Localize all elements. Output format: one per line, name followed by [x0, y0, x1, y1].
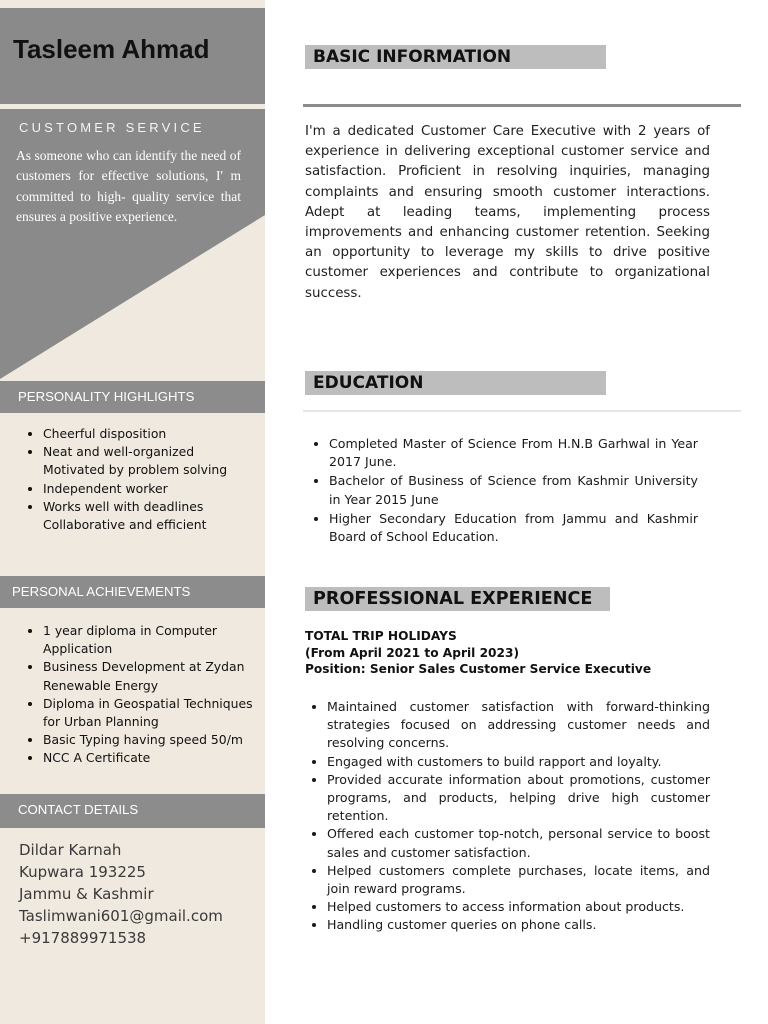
- list-item: • Maintained customer satisfaction with forward-thinking strategies focused on addressing customer needs and resolving concerns.: [327, 698, 710, 753]
- role-title: CUSTOMER SERVICE: [19, 120, 205, 135]
- role-summary: As someone who can identify the need of customers for effective solutions, I' m committed to high- quality service that ensures a positive experience.: [16, 148, 241, 224]
- candidate-name: Tasleem Ahmad: [13, 34, 210, 64]
- basic-info-title-text: BASIC INFORMATION: [313, 47, 512, 67]
- list-item: • Handling customer queries on phone calls.: [327, 916, 710, 934]
- list-item: • Helped customers to access information about products.: [327, 898, 710, 916]
- contact-details: [19, 839, 223, 949]
- role-panel: [0, 109, 265, 379]
- personality-list: [21, 425, 253, 534]
- education-title-text: EDUCATION: [313, 373, 424, 393]
- experience-title: [305, 587, 610, 611]
- personality-header: [0, 381, 265, 413]
- list-item: • Completed Master of Science From H.N.B Garhwal in Year 2017 June.: [329, 435, 698, 471]
- list-item: • 1 year diploma in Computer Application: [43, 622, 253, 658]
- section-divider: [303, 104, 741, 107]
- section-divider: [303, 410, 741, 412]
- contact-city-line: Kupwara 193225: [19, 863, 146, 881]
- job-period: (From April 2021 to April 2023): [305, 645, 520, 660]
- list-item: • Works well with deadlines Collaborative and efficient: [43, 498, 253, 534]
- achievements-header: [0, 576, 265, 608]
- achievements-title: PERSONAL ACHIEVEMENTS: [12, 584, 191, 599]
- job-header: [305, 628, 651, 678]
- list-item: • Helped customers complete purchases, locate items, and join reward programs.: [327, 862, 710, 898]
- contact-address-line: Dildar Karnah: [19, 841, 122, 859]
- contact-header: [0, 794, 265, 828]
- education-list: [307, 435, 698, 547]
- contact-state-line: Jammu & Kashmir: [19, 885, 154, 903]
- list-item: • Basic Typing having speed 50/m: [43, 731, 253, 749]
- list-item: • Bachelor of Business of Science from Kashmir University in Year 2015 June: [329, 472, 698, 508]
- experience-title-text: PROFESSIONAL EXPERIENCE: [313, 589, 593, 609]
- list-item: • Cheerful disposition: [43, 425, 253, 443]
- personality-title: PERSONALITY HIGHLIGHTS: [18, 389, 195, 404]
- basic-info-text: I'm a dedicated Customer Care Executive with 2 years of experience in delivering exceptional customer service and satisfaction. Proficient in resolving inquiries, managing complaints and ensuring smooth customer interactions. Adept at leading teams, implementing process improvements and enhancing customer retention. Seeking an opportunity to leverage my skills to drive positive customer experiences and contribute to organizational success.: [305, 124, 710, 301]
- list-item: • Independent worker: [43, 480, 253, 498]
- contact-title: CONTACT DETAILS: [18, 802, 139, 817]
- list-item: • Offered each customer top-notch, personal service to boost sales and customer satisfaction.: [327, 825, 710, 861]
- achievements-list: [21, 622, 253, 768]
- list-item: • Engaged with customers to build rapport and loyalty.: [327, 753, 710, 771]
- education-title: [305, 371, 606, 395]
- list-item: • Business Development at Zydan Renewable Energy: [43, 658, 253, 694]
- sidebar: [0, 0, 265, 1024]
- contact-phone: +917889971538: [19, 929, 147, 947]
- job-position: Position: Senior Sales Customer Service Executive: [305, 662, 652, 676]
- list-item: • Neat and well-organized Motivated by problem solving: [43, 443, 253, 479]
- list-item: • Provided accurate information about promotions, customer programs, and products, helping drive high customer retention.: [327, 771, 710, 826]
- list-item: • Higher Secondary Education from Jammu and Kashmir Board of School Education.: [329, 510, 698, 546]
- list-item: • Diploma in Geospatial Techniques for Urban Planning: [43, 695, 253, 731]
- list-item: • NCC A Certificate: [43, 749, 253, 767]
- basic-info-title: [305, 45, 606, 69]
- company-name: TOTAL TRIP HOLIDAYS: [305, 629, 457, 643]
- experience-list: [305, 698, 710, 935]
- name-banner: [0, 8, 265, 104]
- contact-email: Taslimwani601@gmail.com: [19, 907, 223, 925]
